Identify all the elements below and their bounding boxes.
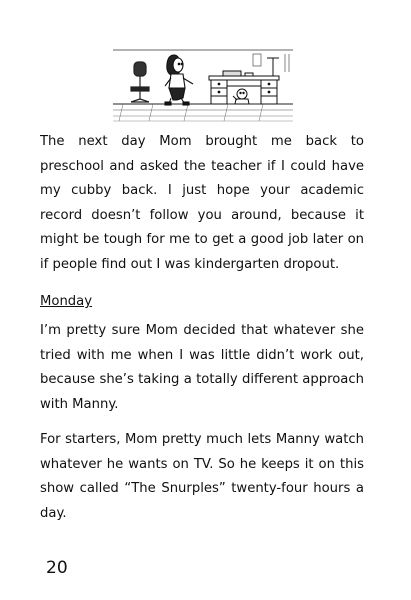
page-number: 20 — [46, 558, 68, 578]
section-heading: Monday — [40, 294, 93, 309]
paragraph-snurples: For starters, Mom pretty much lets Manny watch whatever he wants on TV. So he keeps it on this show called “The Snurples” twenty-four hours a day. — [40, 432, 364, 521]
chair-icon — [131, 62, 149, 102]
paragraph-different-approach: I’m pretty sure Mom decided that whatever she tried with me when I was little didn’t work out, because she’s taking a totally different approach with Manny. — [40, 323, 364, 412]
mom-figure-icon — [165, 55, 193, 105]
cartoon-illustration-icon — [113, 44, 293, 122]
kid-under-desk-icon — [233, 89, 249, 104]
paragraph-preschool: The next day Mom brought me back to preschool and asked the teacher if I could have my cubby back. I just hope your academic record doesn’t follow you around, because it might be tough for me to get a good job later on if people find out I was kindergarten dropout. — [40, 134, 364, 272]
